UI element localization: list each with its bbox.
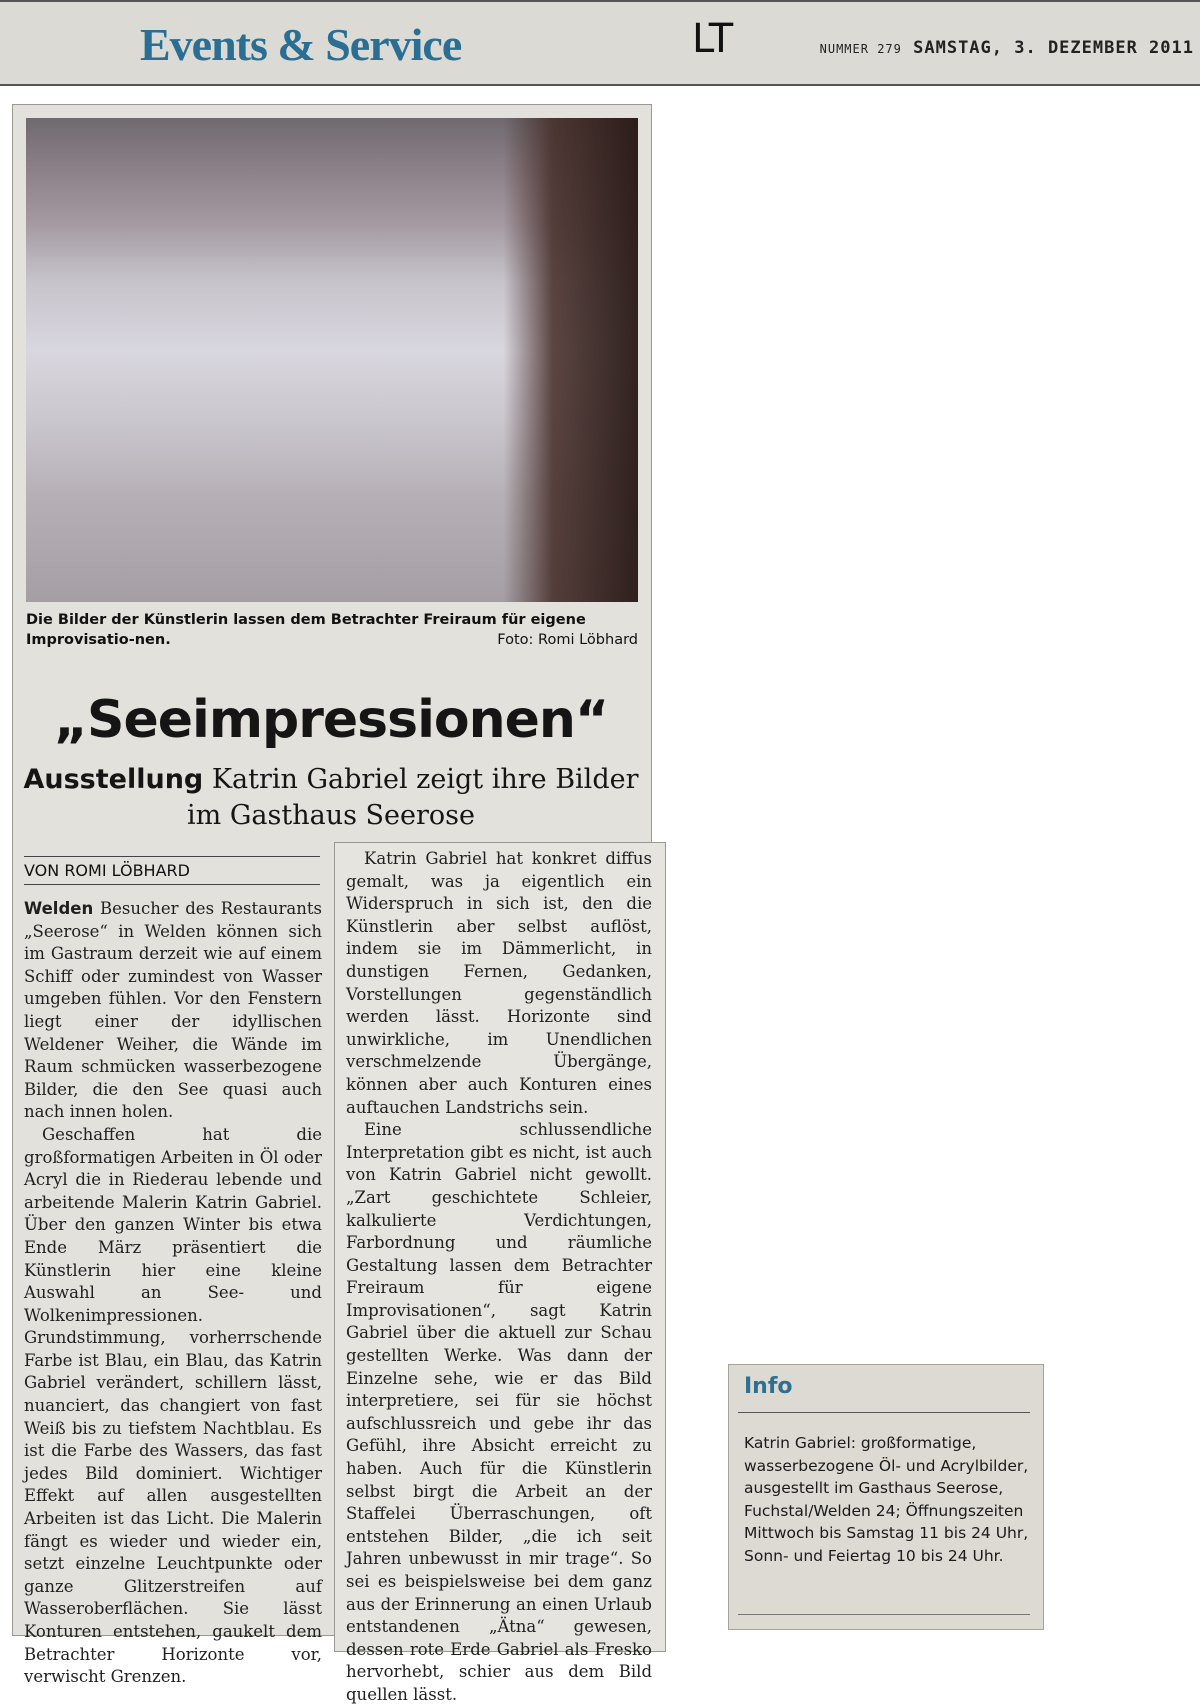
- byline: VON ROMI LÖBHARD: [24, 856, 320, 885]
- paragraph: [24, 898, 322, 1124]
- info-text: Katrin Gabriel: großformatige, wasserbezogene Öl- und Acrylbilder, ausgestellt im Gasthaus Seerose, Fuchstal/Welden 24; Öffnungszeiten Mittwoch bis Samstag 11 bis 24 Uhr, Sonn- und Feiertag 10 bis 24 Uhr.: [744, 1434, 1029, 1565]
- info-divider-bottom: [738, 1614, 1030, 1615]
- paragraph: Geschaffen hat die großformatigen Arbeiten in Öl oder Acryl die in Riederau lebende und arbeitende Malerin Katrin Gabriel. Über den ganzen Winter bis etwa Ende März präsentiert die Künstlerin hier eine kleine Auswahl an See- und Wolkenimpressionen. Grundstimmung, vorherrschende Farbe ist Blau, ein Blau, das Katrin Gabriel verändert, schillern lässt, nuanciert, das changiert von fast Weiß bis zu tiefstem Nachtblau. Es ist die Farbe des Wassers, das fast jedes Bild dominiert. Wichtiger Effekt auf allen ausgestellten Arbeiten ist das Licht. Die Malerin fängt es wieder und wieder ein, setzt einzelne Leuchtpunkte oder ganze Glitzerstreifen auf Wasseroberflächen. Sie lässt Konturen entstehen, gaukelt dem Betrachter Horizonte vor, verwischt Grenzen.: [24, 1124, 322, 1687]
- info-divider: [738, 1412, 1030, 1413]
- article-column-left: [24, 898, 322, 1689]
- photo-credit: Foto: Romi Löbhard: [497, 632, 638, 648]
- caption-text: Die Bilder der Künstlerin lassen dem Betrachter Freiraum für eigene Improvisatio-nen.: [26, 612, 586, 648]
- subheadline: [12, 762, 650, 834]
- paragraph: Eine schlussendliche Interpretation gibt es nicht, ist auch von Katrin Gabriel nicht gewollt. „Zart geschichtete Schleier, kalkulierte Verdichtungen, Farbordnung und räumliche Gestaltung lassen dem Betrachter Freiraum für eigene Improvisationen“, sagt Katrin Gabriel über die aktuell zur Schau gestellten Werke. Was dann der Einzelne sehe, wie er das Bild interpretiere, sei für sie höchst aufschlussreich und gebe ihr das Gefühl, ihre Absicht erreicht zu haben. Auch für die Künstlerin selbst birgt die Arbeit an der Staffelei Überraschungen, oft entstehen Bilder, „die ich seit Jahren unbewusst in mir trage“. So sei es beispielsweise bei dem ganz aus der Erinnerung an einen Urlaub entstandenen „Ätna“ gewesen, dessen rote Erde Gabriel als Fresko hervorhebt, schier aus dem Bild quellen lässt.: [346, 1120, 652, 1704]
- paragraph: Katrin Gabriel hat konkret diffus gemalt, was ja eigentlich ein Widerspruch in sich ist, den die Künstlerin aber selbst auflöst, indem sie im Dämmerlicht, in dunstigen Fernen, Gedanken, Vorstellungen gegenständlich werden lässt. Horizonte sind unwirkliche, im Unendlichen verschmelzende Übergänge, können aber auch Konturen eines auftauchen Landstrichs sein.: [346, 849, 652, 1117]
- paper-code-handwritten: LT: [692, 16, 734, 62]
- issue-number: NUMMER 279: [819, 42, 902, 56]
- article-column-right: [346, 848, 652, 1707]
- photo-caption: [26, 610, 638, 650]
- headline: „Seeimpressionen“: [53, 690, 609, 750]
- info-title: Info: [744, 1374, 793, 1399]
- subhead-kicker: Ausstellung: [23, 764, 204, 795]
- issue-line: [820, 38, 1194, 58]
- subhead-text: Katrin Gabriel zeigt ihre Bilder im Gasthaus Seerose: [187, 764, 639, 831]
- section-title: Events & Service: [140, 19, 462, 70]
- article-photo: [26, 118, 638, 602]
- issue-date: SAMSTAG, 3. DEZEMBER 2011: [913, 38, 1194, 58]
- paragraph-text: Besucher des Restaurants „Seerose“ in Welden können sich im Gastraum derzeit wie auf einem Schiff oder zumindest von Wasser umgeben fühlen. Vor den Fenstern liegt einer der idyllischen Weldener Weiher, die Wände im Raum schmücken wasserbezogene Bilder, die den See quasi auch nach innen holen.: [24, 899, 322, 1122]
- dateline: Welden: [24, 899, 94, 918]
